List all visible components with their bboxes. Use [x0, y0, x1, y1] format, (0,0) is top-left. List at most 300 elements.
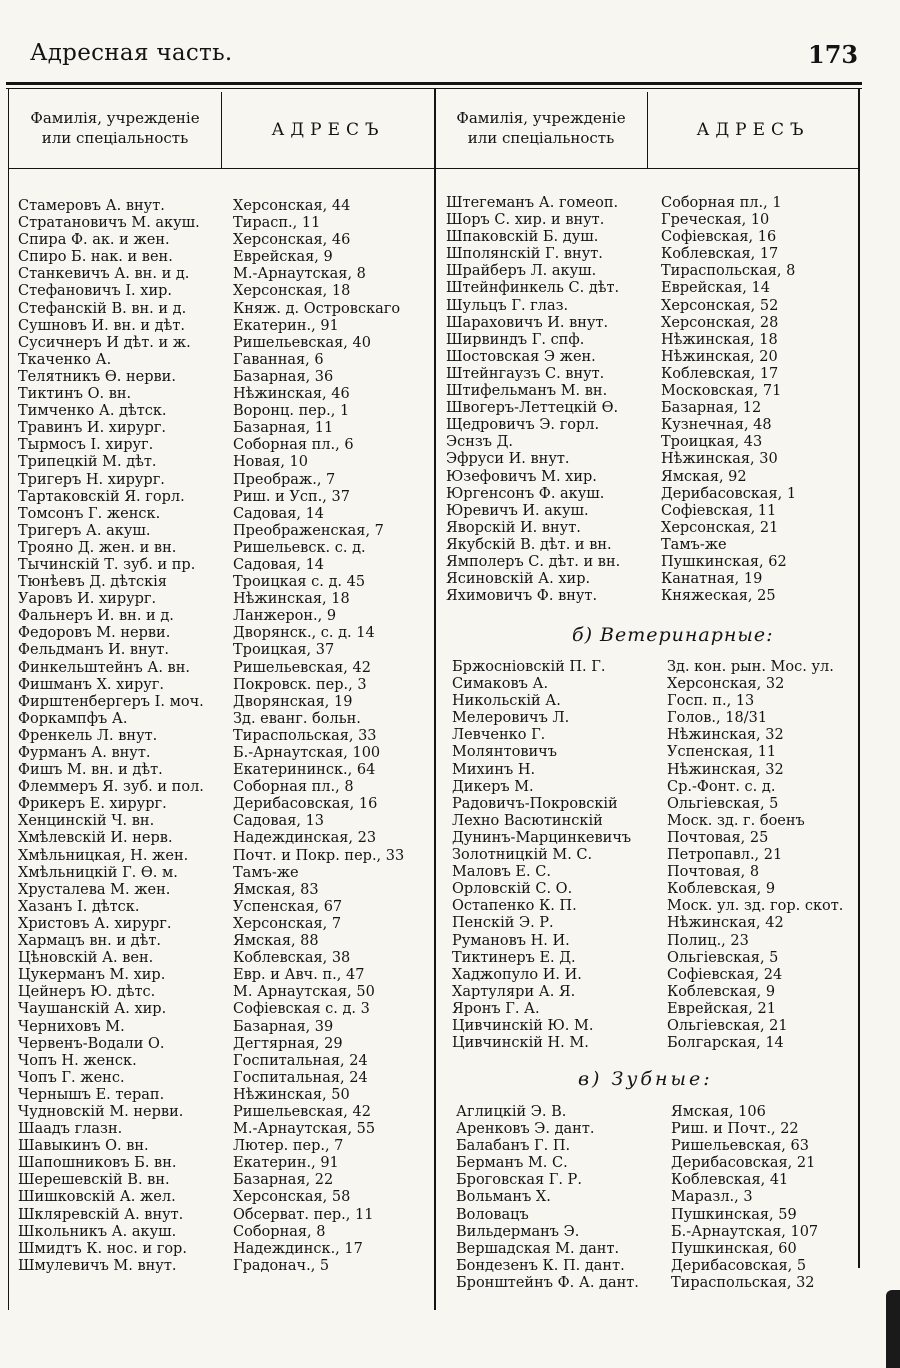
table-center-divider: [434, 88, 436, 1310]
entry-name: Тригеръ А. акуш.: [18, 522, 151, 539]
entry-name: Стратановичъ М. акуш.: [18, 215, 200, 232]
entry-address: Троицкая с. д. 45: [233, 574, 366, 591]
entry-address: Ришельевская, 63: [671, 1138, 809, 1155]
entry-name: Шостовская Э жен.: [446, 348, 596, 365]
entry-address: Херсонская, 44: [233, 198, 351, 214]
entry-name: Сусичнеръ И дѣт. и ж.: [18, 334, 191, 351]
entry-name: Бондезенъ К. П. дант.: [456, 1257, 625, 1274]
list-item: [18, 574, 432, 591]
entry-name: Ширвиндъ Г. спф.: [446, 331, 585, 348]
entry-address: Ольгіевская, 5: [667, 949, 779, 966]
entry-address: Госп. п., 13: [667, 693, 755, 710]
list-item: [456, 1241, 856, 1258]
entry-name: Шрайберъ Л. акуш.: [446, 263, 597, 280]
header-bottom-rule: [8, 168, 858, 169]
entry-name: Броговская Г. Р.: [456, 1172, 582, 1189]
entry-address: Еврейская, 21: [667, 1000, 776, 1017]
list-item: [446, 229, 856, 246]
list-item: [18, 1224, 432, 1241]
entry-name: Шкляревскій А. внут.: [18, 1206, 184, 1223]
list-item: [452, 1035, 856, 1052]
entry-address: Госпитальная, 24: [233, 1052, 368, 1069]
name-column-header-right: [436, 108, 646, 148]
list-item: [18, 506, 432, 523]
entry-address: Базарная, 22: [233, 1172, 334, 1189]
entry-address: Дерибасовская, 1: [661, 485, 797, 502]
entry-address: Херсонская, 7: [233, 915, 342, 932]
entry-address: Преображ., 7: [233, 471, 336, 488]
list-item: [18, 625, 432, 642]
entry-name: Румановъ Н. И.: [452, 932, 570, 949]
entry-address: Соборная, 8: [233, 1223, 326, 1240]
list-item: [18, 1001, 432, 1018]
entry-address: Княж. д. Островскаго: [233, 300, 401, 317]
list-item: [446, 503, 856, 520]
entry-name: Томсонъ Г. женск.: [18, 505, 161, 522]
entry-address: Моск. зд. г. боенъ: [667, 812, 805, 829]
list-item: [456, 1121, 856, 1138]
entry-name: Хмѣлевскій И. нерв.: [18, 830, 173, 847]
entry-address: Софіевская с. д. 3: [233, 1001, 370, 1018]
name-header-line1: Фамилія, учрежденіе: [456, 109, 626, 127]
entry-address: Троицкая, 37: [233, 642, 335, 659]
entry-address: Дворянская, 19: [233, 693, 353, 710]
entry-address: Базарная, 12: [661, 400, 762, 417]
entry-address: Екатерининск., 64: [233, 762, 376, 779]
entry-name: Шапошниковъ Б. вн.: [18, 1155, 177, 1172]
name-column-header-left: [10, 108, 220, 148]
entry-name: Вершадская М. дант.: [456, 1240, 620, 1257]
list-item: [18, 454, 432, 471]
entry-address: Дегтярная, 29: [233, 1035, 343, 1052]
name-header-line1: Фамилія, учрежденіе: [30, 109, 200, 127]
entry-name: Чернышъ Е. терап.: [18, 1086, 165, 1103]
list-item: [452, 796, 856, 813]
entry-name: Симаковъ А.: [452, 676, 549, 693]
list-item: [18, 215, 432, 232]
list-item: [18, 1207, 432, 1224]
entry-name: Червенъ-Водали О.: [18, 1035, 165, 1052]
entry-name: Мелеровичъ Л.: [452, 710, 570, 727]
entry-address: Нѣжинская, 32: [667, 761, 784, 778]
entry-address: Градонач., 5: [233, 1257, 330, 1274]
entry-address: Соборная пл., 6: [233, 437, 354, 454]
list-item: [456, 1258, 856, 1275]
list-item: [446, 588, 856, 605]
list-item: [452, 967, 856, 984]
entry-address: Ришельевская, 42: [233, 659, 371, 676]
list-item: [18, 386, 432, 403]
entry-name: Шпаковскій Б. душ.: [446, 229, 599, 246]
list-item: [456, 1207, 856, 1224]
entry-name: Фрикеръ Е. хирург.: [18, 796, 167, 813]
list-item: [446, 554, 856, 571]
entry-name: Вольманъ Х.: [456, 1189, 551, 1206]
entry-name: Аглицкій Э. В.: [456, 1104, 567, 1120]
entry-name: Ясиновскій А. хир.: [446, 571, 591, 588]
entry-name: Якубскій В. дѣт. и вн.: [446, 536, 612, 553]
entry-address: Дерибасовская, 16: [233, 796, 378, 813]
list-item: [18, 318, 432, 335]
entry-name: Сушновъ И. вн. и дѣт.: [18, 317, 185, 334]
entry-name: Хаджопуло И. И.: [452, 966, 582, 983]
list-item: [452, 881, 856, 898]
list-item: [446, 469, 856, 486]
list-item: [18, 1241, 432, 1258]
entry-address: Тираспольская, 33: [233, 727, 377, 744]
list-item: [18, 198, 432, 215]
entry-name: Юргенсонъ Ф. акуш.: [446, 485, 605, 502]
entry-name: Хрусталева М. жен.: [18, 881, 171, 898]
list-item: [18, 694, 432, 711]
entry-address: Коблевская, 9: [667, 983, 776, 1000]
entry-address: Садовая, 14: [233, 556, 325, 573]
list-item: [18, 1155, 432, 1172]
list-item: [452, 693, 856, 710]
list-item: [452, 762, 856, 779]
entry-address: Еврейская, 9: [233, 249, 333, 266]
list-item: [18, 745, 432, 762]
entry-address: Тираспольская, 32: [671, 1274, 815, 1291]
entry-name: Травинъ И. хирург.: [18, 420, 166, 437]
entry-name: Воловацъ: [456, 1206, 529, 1223]
entry-name: Радовичъ-Покровскій: [452, 795, 618, 812]
address-column-header-right: АДРЕСЪ: [696, 120, 810, 140]
list-item: [452, 915, 856, 932]
entry-name: Форкампфъ А.: [18, 710, 128, 727]
list-item: [18, 489, 432, 506]
entry-name: Штегеманъ А. гомеоп.: [446, 195, 619, 211]
entry-address: Дерибасовская, 5: [671, 1257, 807, 1274]
list-item: [18, 591, 432, 608]
list-item: [18, 283, 432, 300]
list-item: [18, 830, 432, 847]
entry-name: Фельдманъ И. внут.: [18, 642, 169, 659]
list-item: [452, 710, 856, 727]
list-item: [456, 1138, 856, 1155]
entry-name: Эснзъ Д.: [446, 434, 514, 451]
entry-address: Пушкинская, 59: [671, 1206, 797, 1223]
entry-name: Шмулевичъ М. внут.: [18, 1257, 177, 1274]
entry-name: Хмѣльницкая, Н. жен.: [18, 847, 189, 864]
entry-name: Яронъ Г. А.: [452, 1000, 540, 1017]
list-item: [18, 557, 432, 574]
entry-name: Фишманъ Х. хируг.: [18, 676, 165, 693]
entry-name: Шараховичъ И. внут.: [446, 314, 609, 331]
entry-name: Френкель Л. внут.: [18, 727, 158, 744]
entry-name: Молянтовичъ: [452, 744, 557, 761]
entry-name: Фирштенбергеръ I. моч.: [18, 693, 204, 710]
entry-address: Екатерин., 91: [233, 317, 339, 334]
list-item: [18, 882, 432, 899]
entry-address: Б.-Арнаутская, 107: [671, 1223, 819, 1240]
entry-name: Бржосніовскій П. Г.: [452, 659, 606, 675]
entry-address: Московская, 71: [661, 383, 782, 400]
entry-address: Надеждинская, 23: [233, 830, 377, 847]
entry-address: Нѣжинская, 30: [661, 451, 778, 468]
entry-address: М.-Арнаутская, 55: [233, 1121, 376, 1138]
entry-address: Ланжерон., 9: [233, 608, 337, 625]
entry-address: Херсонская, 46: [233, 232, 351, 249]
entry-name: Аренковъ Э. дант.: [456, 1121, 595, 1138]
entry-name: Яворскій И. внут.: [446, 519, 581, 536]
entry-name: Станкевичъ А. вн. и д.: [18, 266, 190, 283]
entry-name: Шишковскій А. жел.: [18, 1189, 176, 1206]
entry-name: Щедровичъ Э. горл.: [446, 417, 600, 434]
scan-edge-blot: [886, 1290, 900, 1368]
entry-address: Нѣжинская, 50: [233, 1086, 350, 1103]
entry-address: Херсонская, 21: [661, 519, 779, 536]
list-item: [18, 1104, 432, 1121]
list-item: [18, 796, 432, 813]
list-item: [18, 437, 432, 454]
entry-name: Швогеръ-Леттецкій Ѳ.: [446, 400, 619, 417]
entry-name: Цейнеръ Ю. дѣтс.: [18, 984, 156, 1001]
entry-address: Коблевская, 41: [671, 1172, 789, 1189]
header-rule-thick: [6, 82, 862, 85]
table-left-border: [8, 88, 9, 1310]
entry-address: Нѣжинская, 32: [667, 727, 784, 744]
list-item: [446, 246, 856, 263]
list-item: [452, 864, 856, 881]
list-item: [452, 950, 856, 967]
list-item: [456, 1172, 856, 1189]
right-listing-doctors: [446, 195, 856, 605]
entry-name: Хмѣльницкій Г. Ѳ. м.: [18, 864, 178, 881]
entry-address: Евр. и Авч. п., 47: [233, 967, 365, 984]
entry-address: Ямская, 83: [233, 881, 319, 898]
list-item: [446, 451, 856, 468]
entry-name: Тартаковскій Я. горл.: [18, 488, 185, 505]
entry-address: Преображенская, 7: [233, 522, 384, 539]
list-item: [18, 848, 432, 865]
list-item: [18, 1053, 432, 1070]
entry-name: Тиктинъ О. вн.: [18, 386, 132, 403]
right-listing-veterinary: [452, 659, 856, 1052]
list-item: [18, 540, 432, 557]
entry-name: Хармацъ вн. и дѣт.: [18, 933, 161, 950]
list-item: [446, 212, 856, 229]
list-item: [452, 779, 856, 796]
entry-address: Ольгіевская, 21: [667, 1017, 788, 1034]
entry-address: Базарная, 39: [233, 1018, 334, 1035]
entry-name: Ямполеръ С. дѣт. и вн.: [446, 553, 621, 570]
entry-name: Яхимовичъ Ф. внут.: [446, 588, 598, 605]
entry-address: Тамъ-же: [661, 536, 727, 553]
entry-address: М. Арнаутская, 50: [233, 984, 375, 1001]
entry-address: Тираспольская, 8: [661, 263, 796, 280]
list-item: [18, 779, 432, 796]
entry-name: Михинъ Н.: [452, 761, 536, 778]
entry-address: Еврейская, 14: [661, 280, 770, 297]
entry-address: Болгарская, 14: [667, 1035, 784, 1052]
entry-address: Почтовая, 8: [667, 864, 760, 881]
entry-name: Берманъ М. С.: [456, 1155, 568, 1172]
entry-name: Пенскій Э. Р.: [452, 915, 554, 932]
list-item: [452, 659, 856, 676]
entry-name: Чаушанскій А. хир.: [18, 1001, 167, 1018]
list-item: [18, 369, 432, 386]
entry-name: Тиктинеръ Е. Д.: [452, 949, 576, 966]
list-item: [18, 950, 432, 967]
entry-address: Ямская, 92: [661, 468, 747, 485]
entry-address: Нѣжинская, 20: [661, 348, 778, 365]
entry-name: Шполянскій Г. внут.: [446, 246, 603, 263]
list-item: [18, 608, 432, 625]
entry-name: Балабанъ Г. П.: [456, 1138, 571, 1155]
list-item: [446, 520, 856, 537]
list-item: [446, 383, 856, 400]
entry-address: Воронц. пер., 1: [233, 403, 350, 420]
entry-address: Покровск. пер., 3: [233, 676, 367, 693]
entry-address: Херсонская, 32: [667, 676, 785, 693]
entry-address: Соборная пл., 8: [233, 779, 354, 796]
entry-name: Лехно Васютинскій: [452, 812, 603, 829]
list-item: [452, 676, 856, 693]
list-item: [18, 232, 432, 249]
entry-name: Штейнфинкель С. дѣт.: [446, 280, 620, 297]
list-item: [446, 280, 856, 297]
entry-name: Цукерманъ М. хир.: [18, 967, 166, 984]
entry-address: Ср.-Фонт. с. д.: [667, 778, 776, 795]
list-item: [18, 899, 432, 916]
entry-address: Новая, 10: [233, 454, 308, 471]
list-item: [446, 332, 856, 349]
list-item: [18, 301, 432, 318]
entry-name: Тычинскій Т. зуб. и пр.: [18, 556, 196, 573]
entry-address: Ришельевск. с. д.: [233, 539, 366, 556]
list-item: [456, 1155, 856, 1172]
entry-name: Орловскій С. О.: [452, 881, 573, 898]
entry-address: Коблевская, 17: [661, 246, 779, 263]
entry-name: Эфруси И. внут.: [446, 451, 570, 468]
entry-address: Коблевская, 38: [233, 950, 351, 967]
entry-address: Дерибасовская, 21: [671, 1155, 816, 1172]
address-column-header-left: АДРЕСЪ: [271, 120, 385, 140]
entry-name: Фурманъ А. внут.: [18, 745, 151, 761]
entry-name: Школьникъ А. акуш.: [18, 1223, 177, 1240]
entry-address: М.-Арнаутская, 8: [233, 266, 366, 283]
entry-name: Штифельманъ М. вн.: [446, 383, 608, 400]
list-item: [446, 315, 856, 332]
entry-address: Троицкая, 43: [661, 434, 763, 451]
list-item: [18, 813, 432, 830]
entry-name: Федоровъ М. нерви.: [18, 625, 171, 642]
entry-address: Ольгіевская, 5: [667, 795, 779, 812]
entry-name: Юзефовичъ М. хир.: [446, 468, 597, 485]
entry-address: Успенская, 11: [667, 744, 777, 761]
entry-name: Цивчинскій Ю. М.: [452, 1017, 594, 1034]
entry-address: Тирасп., 11: [233, 215, 321, 232]
list-item: [18, 1258, 432, 1275]
list-item: [446, 195, 856, 212]
entry-address: Кузнечная, 48: [661, 417, 772, 434]
entry-name: Фальнеръ И. вн. и д.: [18, 608, 174, 625]
entry-address: Соборная пл., 1: [661, 195, 782, 211]
entry-name: Дунинъ-Марцинкевичъ: [452, 829, 632, 846]
list-item: [456, 1104, 856, 1121]
list-item: [18, 523, 432, 540]
list-item: [18, 1070, 432, 1087]
entry-name: Цивчинскій Н. М.: [452, 1035, 589, 1052]
entry-address: Полиц., 23: [667, 932, 749, 949]
entry-name: Трипецкій М. дѣт.: [18, 454, 157, 471]
list-item: [18, 1087, 432, 1104]
list-item: [452, 1001, 856, 1018]
entry-address: Херсонская, 28: [661, 314, 779, 331]
list-item: [456, 1224, 856, 1241]
entry-name: Дикеръ М.: [452, 778, 534, 795]
list-item: [18, 249, 432, 266]
entry-address: Херсонская, 58: [233, 1189, 351, 1206]
entry-name: Уаровъ И. хирург.: [18, 591, 157, 608]
entry-name: Финкельштейнъ А. вн.: [18, 659, 190, 676]
list-item: [456, 1275, 856, 1292]
entry-name: Хазанъ I. дѣтск.: [18, 898, 140, 915]
entry-address: Ришельевская, 42: [233, 1103, 371, 1120]
entry-address: Херсонская, 18: [233, 283, 351, 300]
list-item: [446, 434, 856, 451]
entry-name: Золотницкій М. С.: [452, 847, 593, 864]
entry-address: Пушкинская, 62: [661, 553, 787, 570]
list-item: [446, 417, 856, 434]
entry-name: Левченко Г.: [452, 727, 546, 744]
entry-name: Чудновскій М. нерви.: [18, 1103, 184, 1120]
entry-name: Спиро Б. нак. и вен.: [18, 249, 173, 266]
entry-address: Голов., 18/31: [667, 710, 768, 727]
entry-name: Телятникъ Ѳ. нерви.: [18, 368, 176, 385]
list-item: [18, 728, 432, 745]
entry-name: Маловъ Е. С.: [452, 864, 551, 881]
entry-name: Шерешевскій В. вн.: [18, 1172, 170, 1189]
list-item: [18, 403, 432, 420]
entry-address: Нѣжинская, 18: [661, 331, 778, 348]
entry-address: Почт. и Покр. пер., 33: [233, 847, 405, 864]
list-item: [18, 1019, 432, 1036]
entry-name: Шульцъ Г. глаз.: [446, 297, 569, 314]
entry-address: Садовая, 13: [233, 813, 325, 830]
entry-name: Флеммеръ Я. зуб. и пол.: [18, 779, 204, 796]
list-item: [446, 400, 856, 417]
entry-address: Нѣжинская, 42: [667, 915, 784, 932]
list-item: [446, 349, 856, 366]
entry-name: Тимченко А. дѣтск.: [18, 403, 167, 420]
entry-address: Лютер. пер., 7: [233, 1138, 344, 1155]
entry-name: Христовъ А. хирург.: [18, 915, 172, 932]
entry-address: Риш. и Усп., 37: [233, 488, 350, 505]
entry-address: Госпитальная, 24: [233, 1069, 368, 1086]
entry-address: Риш. и Почт., 22: [671, 1121, 799, 1138]
entry-name: Стефанскій В. вн. и д.: [18, 300, 187, 317]
entry-name: Остапенко К. П.: [452, 898, 577, 915]
list-item: [452, 898, 856, 915]
list-item: [446, 486, 856, 503]
list-item: [452, 813, 856, 830]
list-item: [18, 1172, 432, 1189]
entry-address: Софіевская, 24: [667, 966, 783, 983]
entry-name: Фишъ М. вн. и дѣт.: [18, 762, 163, 779]
list-item: [18, 420, 432, 437]
list-item: [18, 266, 432, 283]
list-item: [18, 865, 432, 882]
entry-address: Коблевская, 17: [661, 365, 779, 382]
list-item: [18, 711, 432, 728]
entry-address: Нѣжинская, 46: [233, 386, 350, 403]
entry-address: Херсонская, 52: [661, 297, 779, 314]
page-header-title: Адресная часть.: [30, 40, 233, 66]
list-item: [18, 762, 432, 779]
entry-address: Базарная, 36: [233, 368, 334, 385]
